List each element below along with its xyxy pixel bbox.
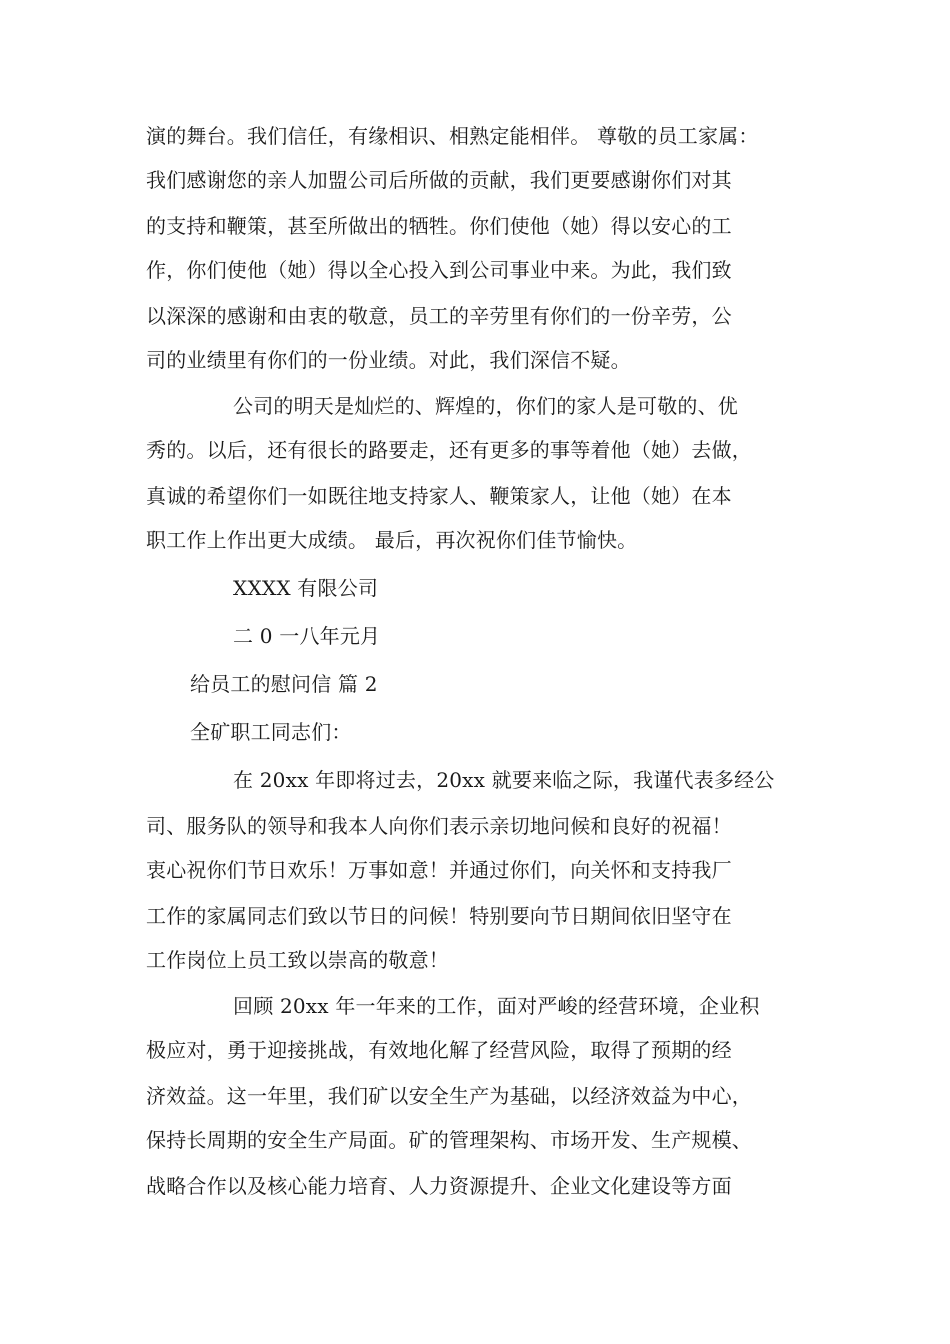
text-line: 演的舞台。我们信任，有缘相识、相熟定能相伴。 尊敬的员工家属： [146,124,759,148]
text-line: 作，你们使他（她）得以全心投入到公司事业中来。为此，我们致 [146,258,732,282]
text-line: 保持长周期的安全生产局面。矿的管理架构、市场开发、生产规模、 [146,1128,752,1152]
text-line: 济效益。这一年里，我们矿以安全生产为基础，以经济效益为中心， [146,1084,752,1108]
text-line: 以深深的感谢和由衷的敬意，员工的辛劳里有你们的一份辛劳，公 [146,304,732,328]
text-line: 我们感谢您的亲人加盟公司后所做的贡献，我们更要感谢你们对其 [146,168,732,192]
company-name: XXXX 有限公司 [233,576,379,600]
text-line: 工作的家属同志们致以节日的问候！特别要向节日期间依旧坚守在 [146,904,732,928]
text-line: 的支持和鞭策，甚至所做出的牺牲。你们使他（她）得以安心的工 [146,214,732,238]
date-line: 二 0 一八年元月 [233,624,381,648]
text-line: 司的业绩里有你们的一份业绩。对此，我们深信不疑。 [146,348,631,372]
text-line: 司、服务队的领导和我本人向你们表示亲切地问候和良好的祝福！ [146,814,732,838]
text-line: 秀的。以后，还有很长的路要走，还有更多的事等着他（她）去做， [146,438,752,462]
text-line: 极应对，勇于迎接挑战，有效地化解了经营风险，取得了预期的经 [146,1038,732,1062]
text-line: 战略合作以及核心能力培育、人力资源提升、企业文化建设等方面 [146,1174,732,1198]
text-line: 公司的明天是灿烂的、辉煌的，你们的家人是可敬的、优 [233,394,738,418]
text-line: 工作岗位上员工致以崇高的敬意！ [146,948,449,972]
text-line: 衷心祝你们节日欢乐！万事如意！并通过你们，向关怀和支持我厂 [146,858,732,882]
text-line: 回顾 20xx 年一年来的工作，面对严峻的经营环境，企业积 [233,994,760,1018]
section-heading: 给员工的慰问信 篇 2 [190,672,378,696]
text-line: 在 20xx 年即将过去，20xx 就要来临之际，我谨代表多经公 [233,768,775,792]
text-line: 真诚的希望你们一如既往地支持家人、鞭策家人，让他（她）在本 [146,484,732,508]
text-line: 职工作上作出更大成绩。 最后，再次祝你们佳节愉快。 [146,528,638,552]
salutation: 全矿职工同志们： [190,720,352,744]
